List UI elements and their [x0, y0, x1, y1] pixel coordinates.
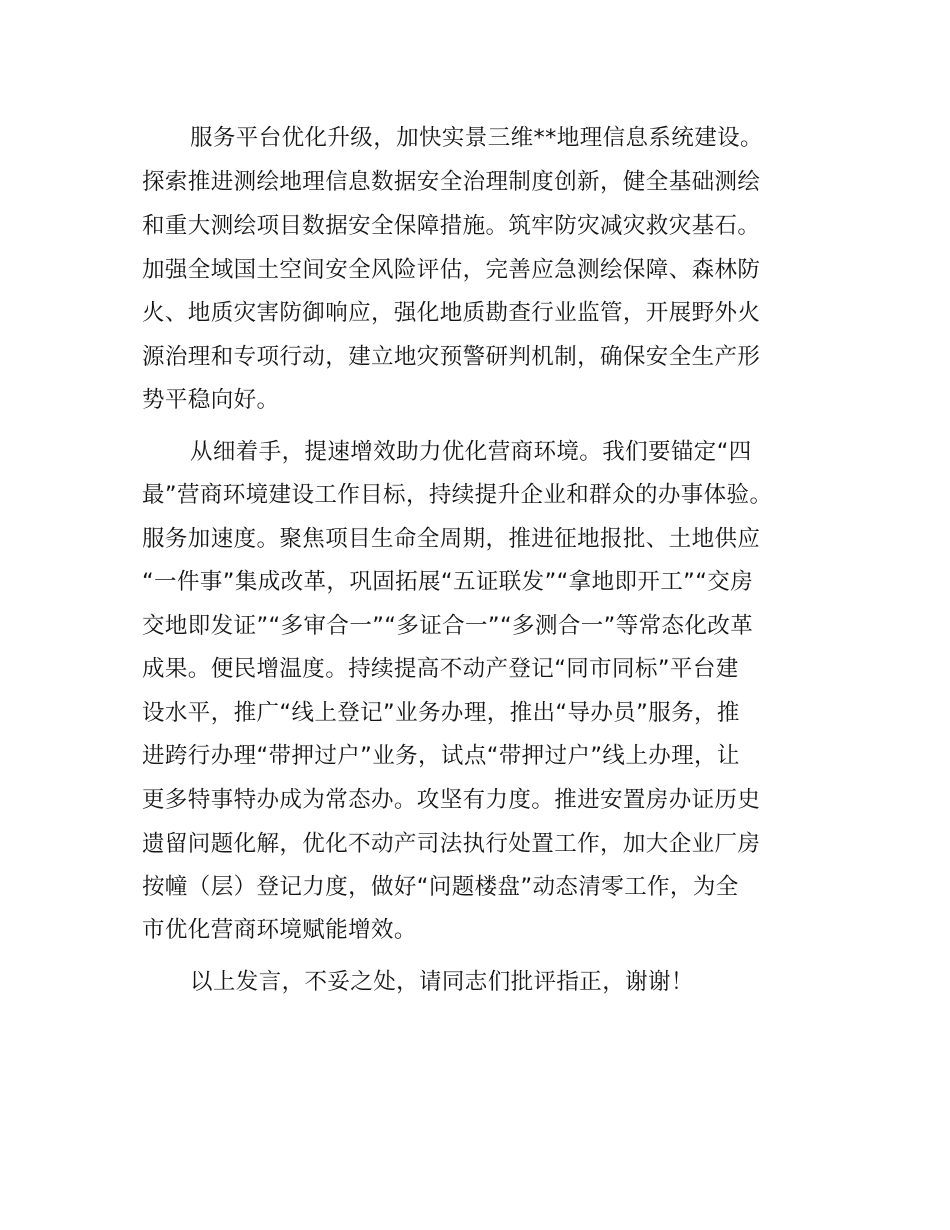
paragraph-2-line-9: 更多特事特办成为常态办。攻坚有力度。推进安置房办证历史 [142, 787, 761, 813]
paragraph-2-line-5: 交地即发证”“多审合一”“多证合一”“多测合一”等常态化改革 [142, 613, 754, 639]
paragraph-2-line-6: 成果。便民增温度。持续提高不动产登记“同市同标”平台建 [142, 656, 739, 682]
paragraph-2-line-12: 市优化营商环境赋能增效。 [142, 917, 417, 943]
paragraph-1-line-4: 加强全域国土空间安全风险评估，完善应急测绘保障、森林防 [142, 257, 761, 283]
paragraph-2-line-4: “一件事”集成改革，巩固拓展“五证联发”“拿地即开工”“交房 [142, 569, 754, 595]
closing-remark: 以上发言，不妥之处，请同志们批评指正，谢谢！ [190, 969, 694, 995]
paragraph-1-line-3: 和重大测绘项目数据安全保障措施。筑牢防灾减灾救灾基石。 [142, 213, 761, 239]
paragraph-1-line-7: 势平稳向好。 [142, 387, 280, 413]
paragraph-1-line-1: 服务平台优化升级，加快实景三维**地理信息系统建设。 [190, 125, 763, 151]
paragraph-2-line-8: 进跨行办理“带押过户”业务，试点“带押过户”线上办理，让 [142, 743, 740, 769]
paragraph-2-line-1: 从细着手，提速增效助力优化营商环境。我们要锚定“四 [190, 439, 752, 465]
paragraph-1-line-6: 源治理和专项行动，建立地灾预警研判机制，确保安全生产形 [142, 344, 761, 370]
paragraph-2-line-7: 设水平，推广“线上登记”业务办理，推出“导办员”服务，推 [142, 700, 740, 726]
paragraph-1-line-5: 火、地质灾害防御响应，强化地质勘查行业监管，开展野外火 [142, 300, 761, 326]
paragraph-2-line-11: 按幢（层）登记力度，做好“问题楼盘”动态清零工作，为全 [142, 874, 739, 900]
paragraph-2-line-2: 最”营商环境建设工作目标，持续提升企业和群众的办事体验。 [142, 482, 773, 508]
paragraph-2-line-3: 服务加速度。聚焦项目生命全周期，推进征地报批、土地供应 [142, 526, 761, 552]
paragraph-2-line-10: 遗留问题化解，优化不动产司法执行处置工作，加大企业厂房 [142, 831, 761, 857]
paragraph-1-line-2: 探索推进测绘地理信息数据安全治理制度创新，健全基础测绘 [142, 169, 761, 195]
